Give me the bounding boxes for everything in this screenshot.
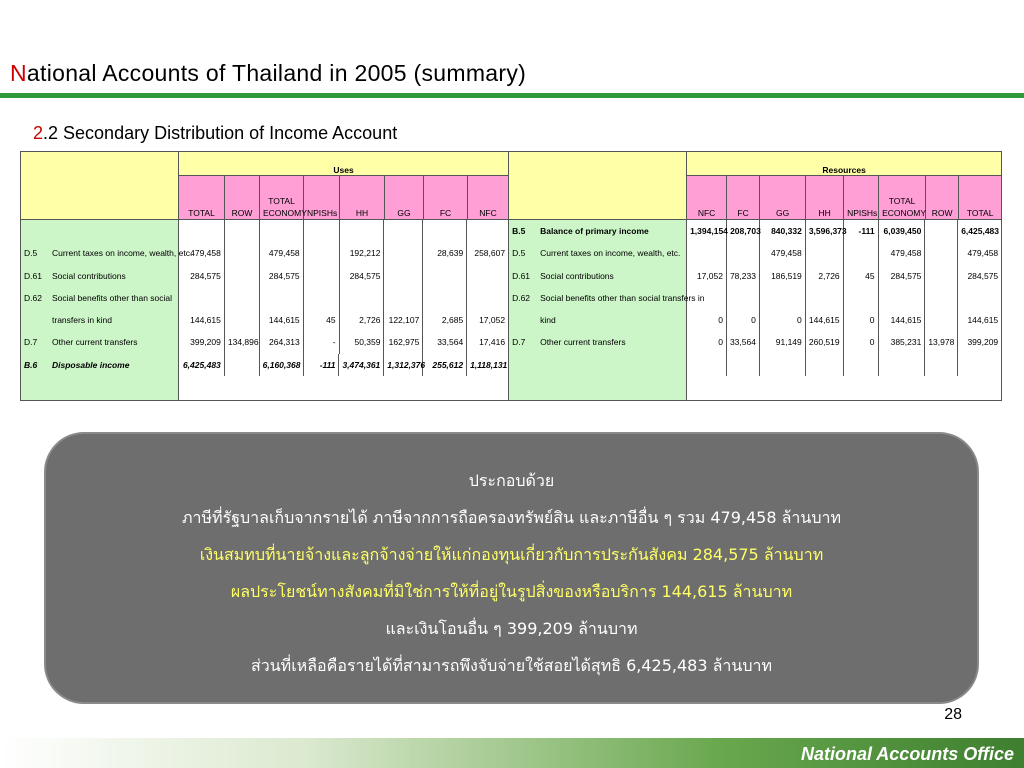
resources-value-cell: 33,564 xyxy=(727,331,760,353)
uses-value-cell: 1,118,131 xyxy=(470,359,508,370)
uses-value-cell xyxy=(304,287,340,309)
uses-value-cell: 2,726 xyxy=(340,309,385,331)
resources-value-cell xyxy=(925,287,958,309)
resources-transaction-labels xyxy=(509,220,705,401)
resources-value-cell: 45 xyxy=(844,265,879,287)
uses-value-cell: 284,575 xyxy=(179,265,225,287)
uses-value-cell xyxy=(423,220,467,242)
resources-value-cell xyxy=(806,287,844,309)
resources-item-label: kind xyxy=(540,315,556,326)
uses-col-row: ROW xyxy=(225,176,260,220)
uses-value-cell xyxy=(423,287,467,309)
resources-item-row xyxy=(509,265,686,287)
explanation-line: เงินสมทบที่นายจ้างและลูกจ้างจ่ายให้แก่กองทุนเกี่ยวกับการประกันสังคม 284,575 ล้านบาท xyxy=(199,545,824,564)
uses-value-cell xyxy=(467,265,508,287)
uses-value-cell: 28,639 xyxy=(423,242,467,264)
resources-item-code: D.62 xyxy=(512,292,531,303)
resources-value-cell: 208,703 xyxy=(727,220,760,242)
resources-value-cell: 479,458 xyxy=(760,242,806,264)
uses-item-row xyxy=(21,309,178,331)
resources-value-cell xyxy=(925,242,958,264)
uses-item-row xyxy=(21,354,178,376)
resources-item-code: D.5 xyxy=(512,248,526,259)
uses-value-cell xyxy=(384,242,423,264)
uses-value-row xyxy=(179,265,508,287)
uses-value-cell: 33,564 xyxy=(423,331,467,353)
uses-value-cell: 17,416 xyxy=(479,337,506,348)
resources-value-cell: 284,575 xyxy=(879,265,926,287)
explanation-box xyxy=(44,432,979,704)
resources-value-cell: 13,978 xyxy=(925,331,958,353)
resources-col-nfc: NFC xyxy=(687,176,727,220)
uses-value-row xyxy=(179,220,508,242)
resources-col-fc: FC xyxy=(727,176,760,220)
resources-value-cell xyxy=(806,354,844,376)
resources-value-cell xyxy=(687,287,727,309)
resources-value-cell: -111 xyxy=(844,220,879,242)
explanation-line: ภาษีที่รัฐบาลเก็บจากรายได้ ภาษีจากการถือครองทรัพย์สิน และภาษีอื่น ๆ รวม 479,458 ล้านบาท xyxy=(181,508,842,527)
resources-value-cell xyxy=(727,354,760,376)
uses-item-label: Social benefits other than social xyxy=(52,292,173,303)
uses-value-cell xyxy=(179,220,225,242)
resources-value-cell: 0 xyxy=(844,331,879,353)
resources-value-row xyxy=(687,287,1001,309)
income-account-table xyxy=(20,151,1002,401)
uses-value-cell: 6,425,483 xyxy=(179,354,225,376)
resources-col-gg: GG xyxy=(760,176,806,220)
resources-value-cell xyxy=(844,354,879,376)
resources-value-cell xyxy=(958,287,1001,309)
uses-item-label: Other current transfers xyxy=(52,337,138,348)
resources-value-cell: 840,332 xyxy=(760,220,806,242)
resources-header: Resources xyxy=(687,152,1002,176)
resources-value-cell xyxy=(925,309,958,331)
uses-item-row xyxy=(21,265,178,287)
resources-value-cell: 1,394,154 xyxy=(687,220,727,242)
uses-value-cell xyxy=(340,287,385,309)
resources-value-cell xyxy=(687,242,727,264)
resources-value-cell: 0 xyxy=(687,331,727,353)
explanation-line: และเงินโอนอื่น ๆ 399,209 ล้านบาท xyxy=(385,619,638,638)
resources-value-cell xyxy=(844,242,879,264)
resources-value-cell: 0 xyxy=(844,309,879,331)
resources-value-cell: 399,209 xyxy=(967,337,999,348)
uses-value-cell xyxy=(225,287,260,309)
resources-value-row xyxy=(687,309,1001,331)
resources-item-row xyxy=(509,220,686,242)
resources-value-cell: 0 xyxy=(760,309,806,331)
uses-value-cell: 122,107 xyxy=(384,309,423,331)
resources-value-cell: 284,575 xyxy=(967,270,999,281)
uses-value-cell: 45 xyxy=(304,309,340,331)
resources-value-cell: 479,458 xyxy=(967,248,999,259)
uses-value-cell: 162,975 xyxy=(384,331,423,353)
subtitle-initial: 2 xyxy=(33,123,44,143)
resources-item-label: Current taxes on income, wealth, etc. xyxy=(540,248,681,259)
uses-value-cell xyxy=(304,242,340,264)
uses-value-cell: 1,312,376 xyxy=(384,354,423,376)
uses-value-cell: 255,612 xyxy=(423,354,467,376)
uses-value-cell xyxy=(179,287,225,309)
resources-value-cell xyxy=(806,242,844,264)
uses-col-hh: HH xyxy=(340,176,385,220)
resources-item-row xyxy=(509,354,686,376)
uses-value-cell: 479,458 xyxy=(179,242,225,264)
uses-item-label: Disposable income xyxy=(52,359,130,370)
footer-organization: National Accounts Office xyxy=(800,744,1014,764)
uses-item-code: D.62 xyxy=(24,292,42,303)
uses-value-cell xyxy=(467,220,508,242)
title-divider xyxy=(0,93,1024,98)
uses-value-cell xyxy=(423,265,467,287)
uses-value-cell xyxy=(225,220,260,242)
resources-value-cell xyxy=(925,220,958,242)
uses-item-label: Current taxes on income, wealth, etc. xyxy=(52,248,193,259)
uses-value-cell: -111 xyxy=(304,354,340,376)
explanation-line: ประกอบด้วย xyxy=(468,471,555,490)
uses-value-row xyxy=(179,331,508,353)
resources-value-cell xyxy=(925,265,958,287)
slide-title xyxy=(10,60,526,87)
resources-value-cell: 6,039,450 xyxy=(879,220,926,242)
uses-value-cell xyxy=(304,220,340,242)
uses-value-cell: 258,607 xyxy=(474,248,506,259)
resources-value-cell: 144,615 xyxy=(806,309,844,331)
resources-item-row xyxy=(509,309,686,331)
uses-value-cell xyxy=(340,220,385,242)
resources-col-row: ROW xyxy=(926,176,959,220)
uses-item-label: Social contributions xyxy=(52,270,126,281)
uses-values-block xyxy=(179,220,509,401)
resources-item-code: B.5 xyxy=(512,226,526,236)
uses-value-row xyxy=(179,287,508,309)
resources-value-cell: 144,615 xyxy=(879,309,926,331)
uses-item-code: D.5 xyxy=(24,248,38,259)
uses-value-cell xyxy=(260,220,304,242)
title-rest: ational Accounts of Thailand in 2005 (summary) xyxy=(26,60,527,86)
uses-value-cell: 264,313 xyxy=(260,331,304,353)
uses-item-row xyxy=(21,331,178,353)
explanation-line: ผลประโยชน์ทางสังคมที่มิใช่การให้ที่อยู่ในรูปสิ่งของหรือบริการ 144,615 ล้านบาท xyxy=(230,582,793,601)
uses-col-total: TOTAL xyxy=(179,176,225,220)
uses-value-row xyxy=(179,242,508,264)
uses-transaction-labels xyxy=(21,220,193,401)
uses-value-cell xyxy=(467,287,508,309)
uses-value-cell xyxy=(225,265,260,287)
uses-col-nfc: NFC xyxy=(468,176,509,220)
resources-value-cell: 2,726 xyxy=(806,265,844,287)
resources-value-row xyxy=(687,220,1001,242)
section-subtitle xyxy=(33,123,397,144)
resources-value-row xyxy=(687,242,1001,264)
uses-col-gg: GG xyxy=(385,176,424,220)
resources-item-row xyxy=(509,242,686,264)
resources-value-cell xyxy=(687,354,727,376)
uses-value-cell: 284,575 xyxy=(340,265,385,287)
uses-value-cell xyxy=(304,265,340,287)
uses-value-cell: 6,160,368 xyxy=(260,354,304,376)
uses-value-cell: - xyxy=(304,331,340,353)
resources-value-row xyxy=(687,265,1001,287)
resources-value-cell xyxy=(879,287,926,309)
uses-value-cell xyxy=(260,287,304,309)
uses-header: Uses xyxy=(179,152,509,176)
uses-value-cell: 479,458 xyxy=(260,242,304,264)
resources-value-cell: 91,149 xyxy=(760,331,806,353)
uses-value-cell: 399,209 xyxy=(179,331,225,353)
resources-item-code: D.61 xyxy=(512,270,531,281)
resources-item-label: Balance of primary income xyxy=(540,226,649,236)
uses-value-cell: 17,052 xyxy=(479,315,506,326)
resources-value-cell: 144,615 xyxy=(967,315,999,326)
resources-col-hh: HH xyxy=(806,176,844,220)
uses-item-code: B.6 xyxy=(24,359,38,370)
uses-item-label: transfers in kind xyxy=(52,315,112,326)
explanation-line: ส่วนที่เหลือคือรายได้ที่สามารถพึงจับจ่ายใช้สอยได้สุทธิ 6,425,483 ล้านบาท xyxy=(250,656,773,675)
uses-col-fc: FC xyxy=(424,176,468,220)
uses-value-cell xyxy=(225,242,260,264)
resources-values-block xyxy=(687,220,1002,401)
resources-value-cell: 78,233 xyxy=(727,265,760,287)
uses-value-cell: 192,212 xyxy=(340,242,385,264)
uses-value-cell xyxy=(225,309,260,331)
uses-value-cell: 134,896 xyxy=(225,331,260,353)
resources-value-cell xyxy=(727,242,760,264)
resources-value-cell: 0 xyxy=(687,309,727,331)
resources-value-cell xyxy=(958,354,1001,376)
resources-item-row xyxy=(509,331,686,353)
resources-value-cell: 6,425,483 xyxy=(961,226,1000,236)
resources-item-code: D.7 xyxy=(512,337,526,348)
title-initial: N xyxy=(10,60,27,86)
resources-value-cell xyxy=(760,287,806,309)
uses-item-code: D.61 xyxy=(24,270,42,281)
resources-label-header xyxy=(509,152,687,220)
uses-value-cell: 50,359 xyxy=(340,331,385,353)
uses-value-cell xyxy=(384,265,423,287)
uses-item-row xyxy=(21,287,178,309)
uses-value-row xyxy=(179,309,508,331)
footer-bar xyxy=(0,738,1024,768)
resources-item-label: Other current transfers xyxy=(540,337,626,348)
resources-col-npishs: NPISHs xyxy=(844,176,879,220)
resources-value-row xyxy=(687,331,1001,353)
resources-value-cell: 260,519 xyxy=(806,331,844,353)
resources-value-cell: 0 xyxy=(727,309,760,331)
uses-value-cell: 144,615 xyxy=(179,309,225,331)
subtitle-rest: .2 Secondary Distribution of Income Account xyxy=(43,123,398,143)
uses-label-header xyxy=(21,152,179,220)
resources-value-cell: 3,596,373 xyxy=(806,220,844,242)
uses-item-row xyxy=(21,242,193,264)
uses-value-cell: 284,575 xyxy=(260,265,304,287)
uses-value-cell: 2,685 xyxy=(423,309,467,331)
resources-item-label: Social benefits other than social transfers in xyxy=(540,292,705,303)
resources-item-row xyxy=(509,287,705,309)
uses-value-cell xyxy=(384,220,423,242)
resources-value-cell: 385,231 xyxy=(879,331,926,353)
resources-value-cell xyxy=(925,354,958,376)
resources-value-cell: 479,458 xyxy=(879,242,926,264)
resources-value-cell xyxy=(844,287,879,309)
uses-value-cell xyxy=(384,287,423,309)
explanation-text xyxy=(46,462,977,684)
uses-col-total-economy: TOTAL ECONOMY xyxy=(260,176,304,220)
uses-value-cell xyxy=(225,354,260,376)
resources-col-total-economy: TOTAL ECONOMY xyxy=(879,176,926,220)
resources-value-cell xyxy=(879,354,926,376)
resources-value-cell: 17,052 xyxy=(687,265,727,287)
resources-value-cell xyxy=(727,287,760,309)
resources-value-cell xyxy=(760,354,806,376)
uses-item-code: D.7 xyxy=(24,337,38,348)
page-number: 28 xyxy=(944,706,962,723)
resources-value-cell: 186,519 xyxy=(760,265,806,287)
resources-item-label: Social contributions xyxy=(540,270,614,281)
resources-value-row xyxy=(687,354,1001,376)
uses-value-row xyxy=(179,354,508,376)
uses-value-cell: 3,474,361 xyxy=(339,354,384,376)
uses-col-npishs: NPISHs xyxy=(304,176,340,220)
uses-value-cell: 144,615 xyxy=(260,309,304,331)
uses-item-row xyxy=(21,220,178,242)
resources-col-total: TOTAL xyxy=(959,176,1002,220)
